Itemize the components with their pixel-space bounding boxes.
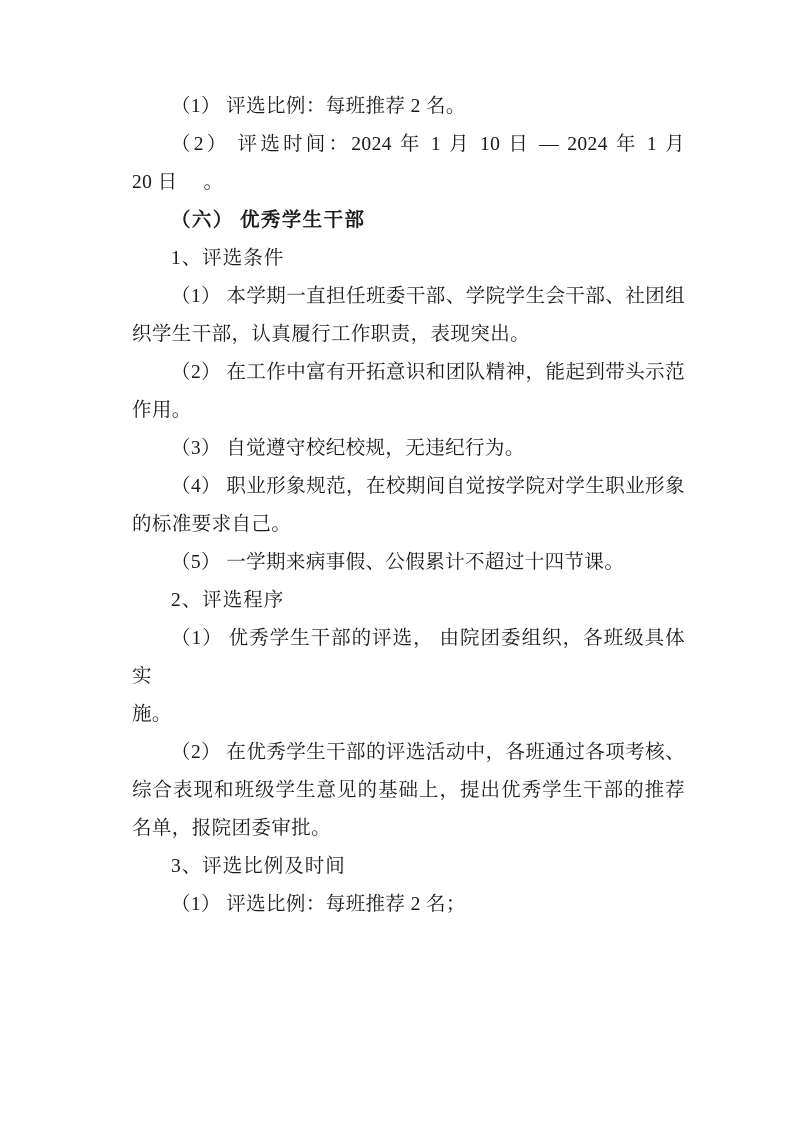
paragraph-ratio-1: （1） 评选比例：每班推荐 2 名； (171, 894, 466, 916)
paragraph-criteria-1-line2: 织学生干部，认真履行工作职责，表现突出。 (132, 324, 531, 346)
paragraph-criteria-5: （5） 一学期来病事假、公假累计不超过十四节课。 (171, 552, 625, 574)
paragraph-selection-time-line2 (132, 164, 685, 202)
paragraph-criteria-1-line1: （1） 本学期一直担任班委干部、学院学生会干部、社团组 (171, 286, 685, 308)
paragraph-selection-time-line1: （2） 评选时间：2024 年 1 月 10 日 — 2024 年 1 月 (171, 134, 685, 156)
paragraph-selection-ratio-prev: （1） 评选比例：每班推荐 2 名。 (171, 96, 466, 117)
subheading-ratio-and-time: 3、评选比例及时间 (171, 856, 346, 878)
section-heading: （六） 优秀学生干部 (171, 210, 366, 232)
paragraph-procedure-2-line2: 综合表现和班级学生意见的基础上，提出优秀学生干部的推荐 (132, 780, 685, 802)
paragraph-criteria-4-line2: 的标准要求自己。 (132, 514, 292, 536)
selection-time-period-mark: 。 (203, 172, 224, 194)
paragraph-criteria-2-line1: （2） 在工作中富有开拓意识和团队精神，能起到带头示范 (171, 362, 685, 384)
paragraph-procedure-1-line1: （1） 优秀学生干部的评选， 由院团委组织，各班级具体实 (132, 628, 685, 688)
paragraph-criteria-2-line2: 作用。 (132, 400, 192, 422)
paragraph-criteria-3: （3） 自觉遵守校纪校规，无违纪行为。 (171, 438, 525, 460)
subheading-criteria: 1、评选条件 (171, 248, 285, 270)
subheading-procedure: 2、评选程序 (171, 590, 285, 612)
paragraph-procedure-1-line2: 施。 (132, 704, 172, 726)
paragraph-criteria-4-line1: （4） 职业形象规范，在校期间自觉按学院对学生职业形象 (171, 476, 685, 498)
selection-time-line2-text: 20 日 (132, 172, 178, 194)
paragraph-procedure-2-line3: 名单，报院团委审批。 (132, 818, 332, 840)
paragraph-procedure-2-line1: （2） 在优秀学生干部的评选活动中，各班通过各项考核、 (171, 742, 685, 764)
document-body (132, 88, 685, 924)
